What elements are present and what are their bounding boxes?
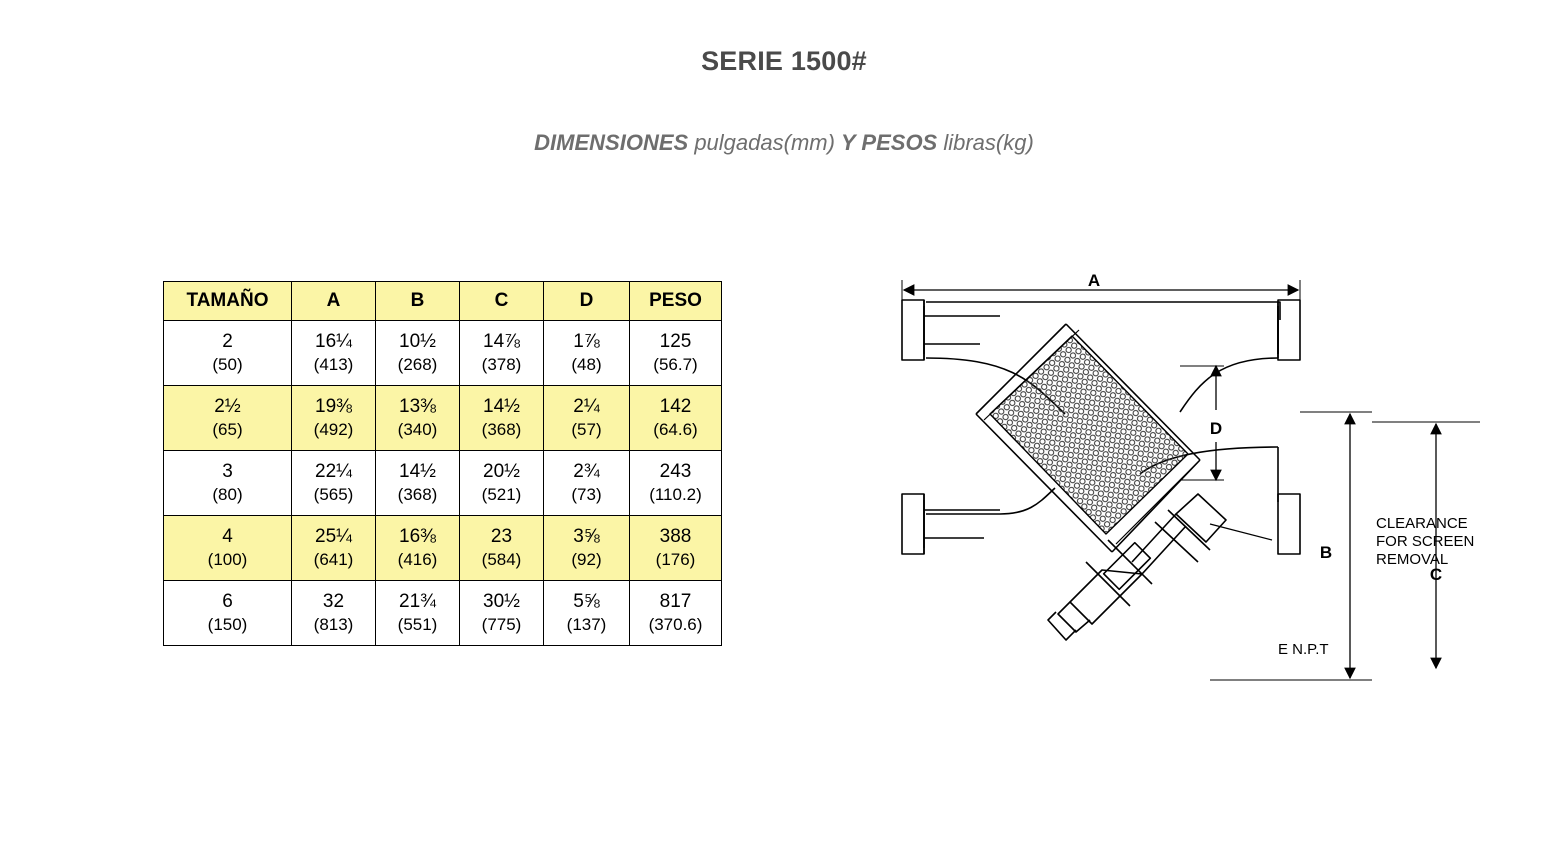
table-header-row [164,282,722,321]
cell-d: 2¾ (73) [544,451,630,516]
subtitle-pesos: Y PESOS [841,130,944,155]
column-header-b: B [376,282,460,321]
cell-c: 14½ (368) [460,386,544,451]
cell-c: 30½ (775) [460,581,544,646]
label-a: A [1087,271,1101,290]
cell-d: 5⅝ (137) [544,581,630,646]
cell-b: 14½ (368) [376,451,460,516]
cell-d: 1⅞ (48) [544,321,630,386]
cell-peso: 142 (64.6) [630,386,722,451]
cell-a: 22¼ (565) [292,451,376,516]
label-clearance-line3: REMOVAL [1376,551,1449,568]
left-flange-lower [902,494,924,554]
cell-size: 3 (80) [164,451,292,516]
dimensions-table [163,281,722,646]
cell-size: 4 (100) [164,516,292,581]
label-e-npt: E N.P.T [1278,641,1329,658]
subtitle-dimensiones: DIMENSIONES [534,130,695,155]
label-d: D [1209,419,1223,438]
left-flange [902,300,924,360]
label-b: B [1319,543,1333,562]
subtitle-units-weight: libras(kg) [943,130,1034,155]
cell-a: 19⅜ (492) [292,386,376,451]
cell-c: 14⅞ (378) [460,321,544,386]
cell-peso: 817 (370.6) [630,581,722,646]
label-clearance-line1: CLEARANCE [1376,515,1468,532]
dimensions-table-container [163,281,722,646]
cell-c: 20½ (521) [460,451,544,516]
table-row [164,451,722,516]
cell-b: 13⅜ (340) [376,386,460,451]
cell-b: 16⅜ (416) [376,516,460,581]
page-subtitle [0,130,1568,156]
right-flange [1278,300,1300,360]
table-row [164,516,722,581]
cell-a: 32 (813) [292,581,376,646]
cell-d: 3⅝ (92) [544,516,630,581]
column-header-d: D [544,282,630,321]
cell-peso: 243 (110.2) [630,451,722,516]
table-row [164,581,722,646]
subtitle-units-inches: pulgadas(mm) [694,130,842,155]
y-strainer-drawing [880,262,1500,702]
cell-b: 21¾ (551) [376,581,460,646]
column-header-c: C [460,282,544,321]
cell-size: 2½ (65) [164,386,292,451]
cell-a: 25¼ (641) [292,516,376,581]
column-header-peso: PESO [630,282,722,321]
cell-b: 10½ (268) [376,321,460,386]
column-header-a: A [292,282,376,321]
cell-d: 2¼ (57) [544,386,630,451]
page-title: SERIE 1500# [701,46,867,76]
cell-size: 2 (50) [164,321,292,386]
table-row [164,386,722,451]
column-header-tamano: TAMAÑO [164,282,292,321]
label-clearance-line2: FOR SCREEN [1376,533,1475,550]
label-c: C [1429,565,1443,584]
table-row [164,321,722,386]
right-flange-lower [1278,494,1300,554]
cell-c: 23 (584) [460,516,544,581]
cell-a: 16¼ (413) [292,321,376,386]
cell-peso: 388 (176) [630,516,722,581]
cell-peso: 125 (56.7) [630,321,722,386]
drain-cap-assembly [1048,494,1226,640]
cell-size: 6 (150) [164,581,292,646]
